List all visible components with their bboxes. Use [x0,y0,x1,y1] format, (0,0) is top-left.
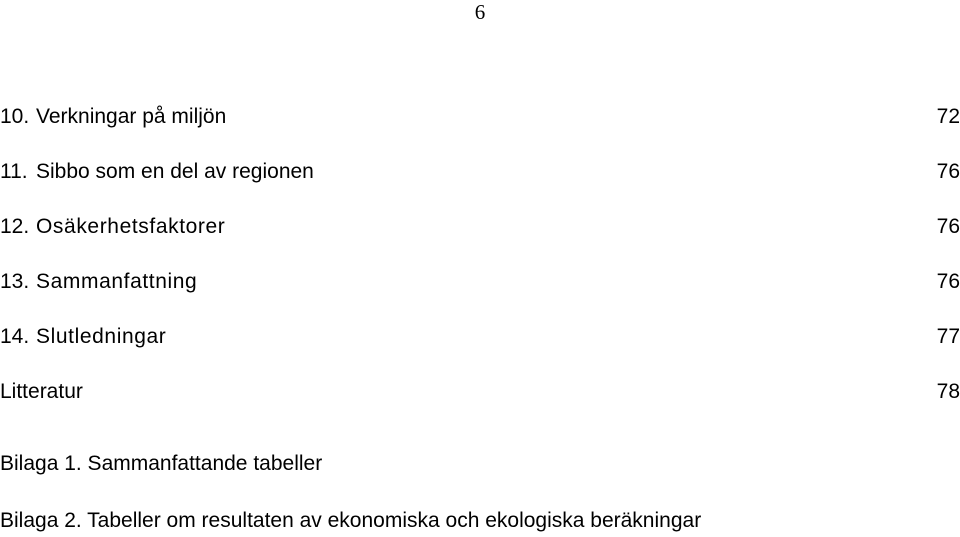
toc-entry-number: 13. [0,270,30,293]
toc-entry-title: Slutledningar [36,325,167,348]
toc-entry-page: 76 [936,160,960,183]
appendix-title: Bilaga 1. Sammanfattande tabeller [0,452,323,475]
toc-entry-title: Sammanfattning [36,270,198,293]
toc-entry-title: Verkningar på miljön [36,105,227,128]
toc-entry-page: 76 [936,215,960,238]
toc-entry-10 [0,103,960,131]
appendix-entry-1 [0,450,960,478]
toc-entry-11 [0,158,960,186]
toc-entry-page: 72 [936,105,960,128]
appendix-title: Bilaga 2. Tabeller om resultaten av ekonomiska och ekologiska beräkningar [0,509,702,532]
toc-entry-page: 78 [936,380,960,403]
toc-entry-title: Osäkerhetsfaktorer [36,215,226,238]
toc-entry-title: Litteratur [0,380,83,403]
toc-entry-12 [0,213,960,241]
toc-entry-number: 12. [0,215,30,238]
toc-entry-13 [0,268,960,296]
toc-entry-page: 76 [936,270,960,293]
appendix-entry-2 [0,507,960,535]
toc-entry-number: 14. [0,325,30,348]
toc-entry-number: 10. [0,105,30,128]
toc-entry-14 [0,323,960,351]
toc-entry-page: 77 [936,325,960,348]
page-number: 6 [474,0,486,24]
toc-entry-title: Sibbo som en del av regionen [36,160,314,183]
toc-entry-litteratur [0,378,960,406]
toc-entry-number: 11. [0,160,28,183]
